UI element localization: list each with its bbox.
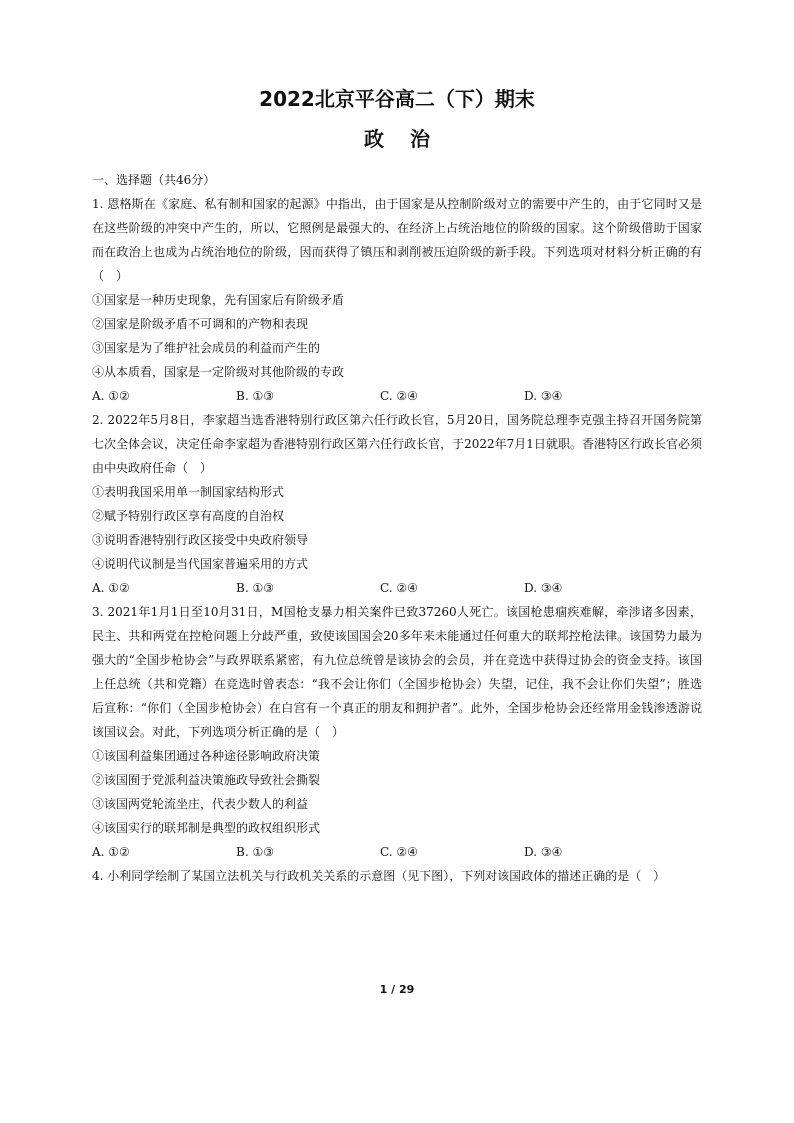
statement-1: ①该国利益集团通过各种途径影响政府决策 <box>92 749 321 763</box>
document-title: 2022北京平谷高二（下）期末 <box>259 87 535 111</box>
choice-b: B. ①③ <box>236 389 274 403</box>
answer-choices <box>92 840 702 864</box>
choice-d: D. ③④ <box>524 581 563 595</box>
statement-4: ④从本质看，国家是一定阶级对其他阶级的专政 <box>92 365 345 379</box>
choice-c: C. ②④ <box>380 581 418 595</box>
answer-choices <box>92 384 702 408</box>
statement-3: ③国家是为了维护社会成员的利益而产生的 <box>92 341 321 355</box>
statement-3: ③该国两党轮流坐庄，代表少数人的利益 <box>92 797 309 811</box>
choice-d: D. ③④ <box>524 389 563 403</box>
choice-c: C. ②④ <box>380 389 418 403</box>
statement-2: ②该国囿于党派利益决策施政导致社会撕裂 <box>92 773 321 787</box>
choice-a: A. ①② <box>92 389 130 403</box>
statement-4: ④说明代议制是当代国家普遍采用的方式 <box>92 557 309 571</box>
choice-c: C. ②④ <box>380 845 418 859</box>
question-3 <box>92 600 702 864</box>
question-stem: 4. 小利同学绘制了某国立法机关与行政机关关系的示意图（见下图），下列对该国政体的描述正确的是（ ） <box>92 869 666 883</box>
question-stem: 3. 2021年1月1日至10月31日，M国枪支暴力相关案件已致37260人死亡。该国枪患痼疾难解，牵涉诸多因素，民主、共和两党在控枪问题上分歧严重，致使该国国会20多年来未能通过任何重大的联邦控枪法律。该国势力最为强大的“全国步枪协会”与政界联系紧密，有九位总统曾是该协会的会员，并在竞选中获得过协会的资金支持。该国上任总统（共和党籍）在竞选时曾表态：“我不会让你们（全国步枪协会）失望，记住，我不会让你们失望”；胜选后宣称：“你们（全国步枪协会）在白宫有一个真正的朋友和拥护者”。此外，全国步枪协会还经常用金钱渗透游说该国议会。对此，下列选项分析正确的是（ ） <box>92 605 702 739</box>
statement-2: ②赋予特别行政区享有高度的自治权 <box>92 509 285 523</box>
page-number: 1 / 29 <box>379 983 415 996</box>
statement-1: ①国家是一种历史现象，先有国家后有阶级矛盾 <box>92 293 345 307</box>
choice-b: B. ①③ <box>236 845 274 859</box>
subject-title: 政治 <box>364 127 456 151</box>
statement-4: ④该国实行的联邦制是典型的政权组织形式 <box>92 821 321 835</box>
question-1 <box>92 192 702 408</box>
question-4 <box>92 864 702 888</box>
question-stem: 2. 2022年5月8日，李家超当选香港特别行政区第六任行政长官，5月20日，国务院总理李克强主持召开国务院第七次全体会议，决定任命李家超为香港特别行政区第六任行政长官，于2022年7月1日就职。香港特区行政长官必须由中央政府任命（ ） <box>92 413 702 475</box>
question-stem: 1. 恩格斯在《家庭、私有制和国家的起源》中指出，由于国家是从控制阶级对立的需要中产生的，由于它同时又是在这些阶级的冲突中产生的，所以，它照例是最强大的、在经济上占统治地位的阶级的国家。这个阶级借助于国家而在政治上也成为占统治地位的阶级，因而获得了镇压和剥削被压迫阶级的新手段。下列选项对材料分析正确的有（ ） <box>92 197 702 283</box>
choice-b: B. ①③ <box>236 581 274 595</box>
statement-3: ③说明香港特别行政区接受中央政府领导 <box>92 533 309 547</box>
question-2 <box>92 408 702 600</box>
choice-d: D. ③④ <box>524 845 563 859</box>
choice-a: A. ①② <box>92 845 130 859</box>
statement-2: ②国家是阶级矛盾不可调和的产物和表现 <box>92 317 309 331</box>
choice-a: A. ①② <box>92 581 130 595</box>
answer-choices <box>92 576 702 600</box>
statement-1: ①表明我国采用单一制国家结构形式 <box>92 485 285 499</box>
section-heading: 一、选择题（共46分） <box>92 173 216 187</box>
